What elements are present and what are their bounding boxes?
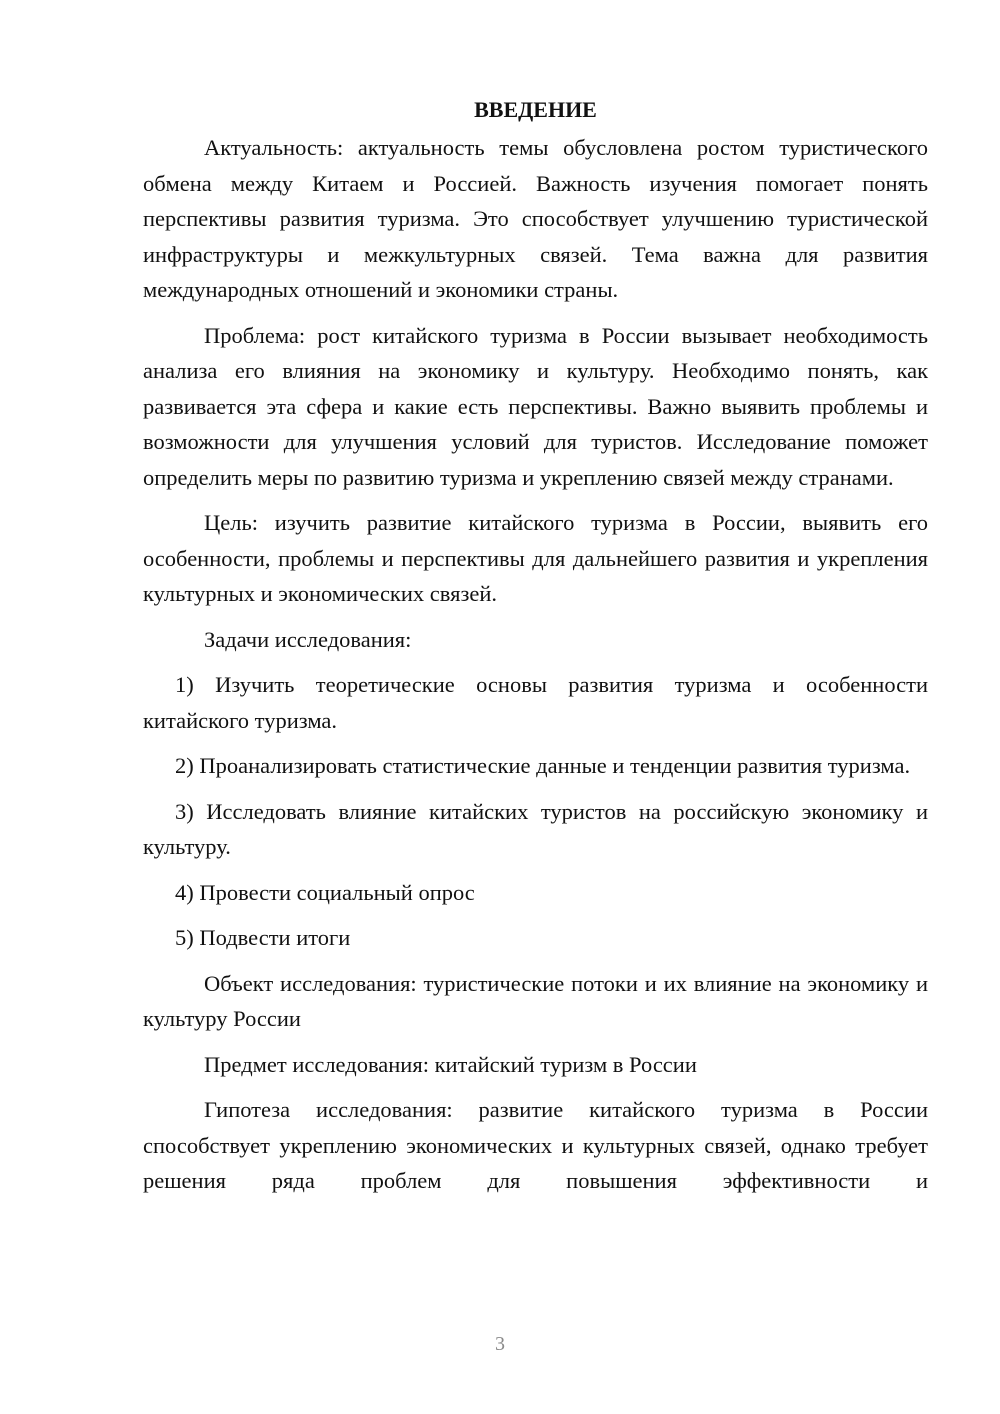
task-item-5: 5) Подвести итоги — [175, 925, 351, 950]
paragraph-relevance: Актуальность: актуальность темы обусловлена ростом туристического обмена между Китаем и Россией. Важность изучения помогает понять перспективы развития туризма. Это способствует улучшению туристической инфраструктуры и межкультурных связей. Тема важна для развития международных отношений и экономики страны. — [143, 135, 928, 302]
task-item-3: 3) Исследовать влияние китайских туристов на российскую экономику и культуру. — [143, 798, 928, 859]
task-item-4: 4) Провести социальный опрос — [175, 879, 475, 905]
paragraph-object: Объект исследования: туристические потоки и их влияние на экономику и культуру России — [143, 970, 928, 1031]
page-title: ВВЕДЕНИЕ — [474, 97, 597, 122]
page-body — [143, 94, 928, 1209]
paragraph-problem: Проблема: рост китайского туризма в России вызывает необходимость анализа его влияния на экономику и культуру. Необходимо понять, как развивается эта сфера и какие есть перспективы. Важно выявить проблемы и возможности для улучшения условий для туристов. Исследование поможет определить меры по развитию туризма и укреплению связей между странами. — [143, 322, 928, 490]
page-number: 3 — [495, 1333, 505, 1355]
paragraph-tasks-heading: Задачи исследования: — [204, 626, 412, 652]
task-item-2: 2) Проанализировать статистические данные и тенденции развития туризма. — [175, 753, 911, 778]
task-item-1: 1) Изучить теоретические основы развития туризма и особенности китайского туризма. — [143, 672, 928, 733]
paragraph-subject: Предмет исследования: китайский туризм в России — [204, 1051, 697, 1077]
paragraph-goal: Цель: изучить развитие китайского туризма в России, выявить его особенности, проблемы и перспективы для дальнейшего развития и укрепления культурных и экономических связей. — [143, 510, 928, 606]
paragraph-hypothesis: Гипотеза исследования: развитие китайского туризма в России способствует укреплению экономических и культурных связей, однако требует решения ряда проблем для повышения эффективности и — [143, 1097, 928, 1193]
